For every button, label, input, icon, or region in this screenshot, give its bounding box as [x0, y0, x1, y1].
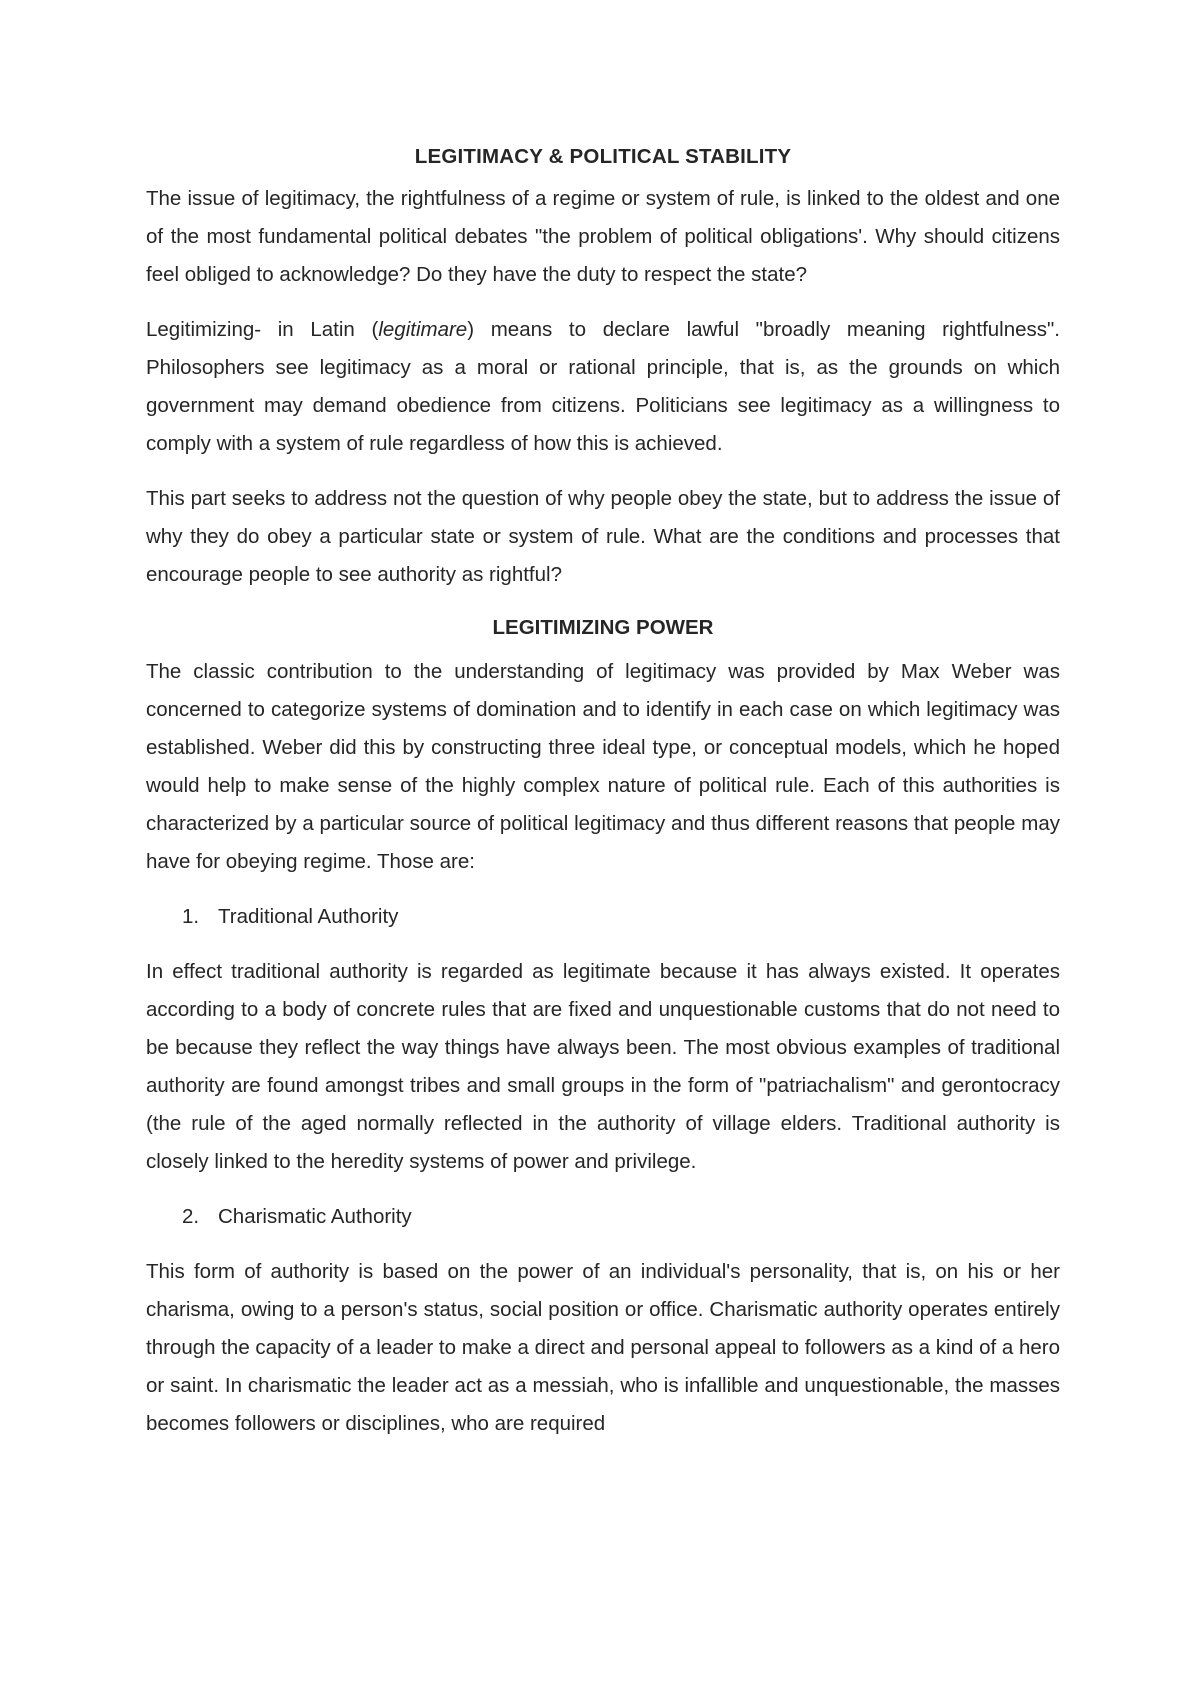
section-heading: LEGITIMIZING POWER — [492, 616, 714, 639]
list-number: 2. — [182, 1205, 200, 1228]
list-label: Charismatic Authority — [218, 1205, 412, 1228]
list-label: Traditional Authority — [218, 905, 399, 928]
list-item-charismatic — [146, 1198, 1060, 1236]
paragraph-text: ) means to declare lawful "broadly meaning rightfulness". Philosophers see legitimacy as a moral or rational principle, that is, as the grounds on which government may demand obedience from citizens. Politicians see legitimacy as a willingness to comply with a system of rule regardless of how this is achieved. — [146, 318, 1060, 455]
paragraph-traditional-authority: In effect traditional authority is regarded as legitimate because it has always existed. It operates according to a body of concrete rules that are fixed and unquestionable customs that do not need to be because they reflect the way things have always been. The most obvious examples of traditional authority are found amongst tribes and small groups in the form of "patriachalism" and gerontocracy (the rule of the aged normally reflected in the authority of village elders. Traditional authority is closely linked to the heredity systems of power and privilege. — [146, 960, 1060, 1173]
latin-term: legitimare — [378, 318, 468, 341]
list-item-traditional — [146, 898, 1060, 936]
paragraph-legitimizing-definition — [146, 311, 1060, 463]
paragraph-part-scope: This part seeks to address not the question of why people obey the state, but to address the issue of why they do obey a particular state or system of rule. What are the conditions and processes that encourage people to see authority as rightful? — [146, 487, 1060, 586]
paragraph-weber-contribution: The classic contribution to the understanding of legitimacy was provided by Max Weber was concerned to categorize systems of domination and to identify in each case on which legitimacy was established. Weber did this by constructing three ideal type, or conceptual models, which he hoped would help to make sense of the highly complex nature of political rule. Each of this authorities is characterized by a particular source of political legitimacy and thus different reasons that people may have for obeying regime. Those are: — [146, 660, 1060, 873]
paragraph-charismatic-authority: This form of authority is based on the power of an individual's personality, that is, on his or her charisma, owing to a person's status, social position or office. Charismatic authority operates entirely through the capacity of a leader to make a direct and personal appeal to followers as a kind of a hero or saint. In charismatic the leader act as a messiah, who is infallible and unquestionable, the masses becomes followers or disciplines, who are required — [146, 1260, 1060, 1435]
document-title: LEGITIMACY & POLITICAL STABILITY — [414, 145, 792, 168]
paragraph-legitimacy-intro: The issue of legitimacy, the rightfulness of a regime or system of rule, is linked to the oldest and one of the most fundamental political debates "the problem of political obligations'. Why should citizens feel obliged to acknowledge? Do they have the duty to respect the state? — [146, 187, 1060, 286]
document-page — [146, 142, 1060, 1460]
paragraph-text: Legitimizing- in Latin ( — [146, 318, 379, 341]
list-number: 1. — [182, 905, 200, 928]
